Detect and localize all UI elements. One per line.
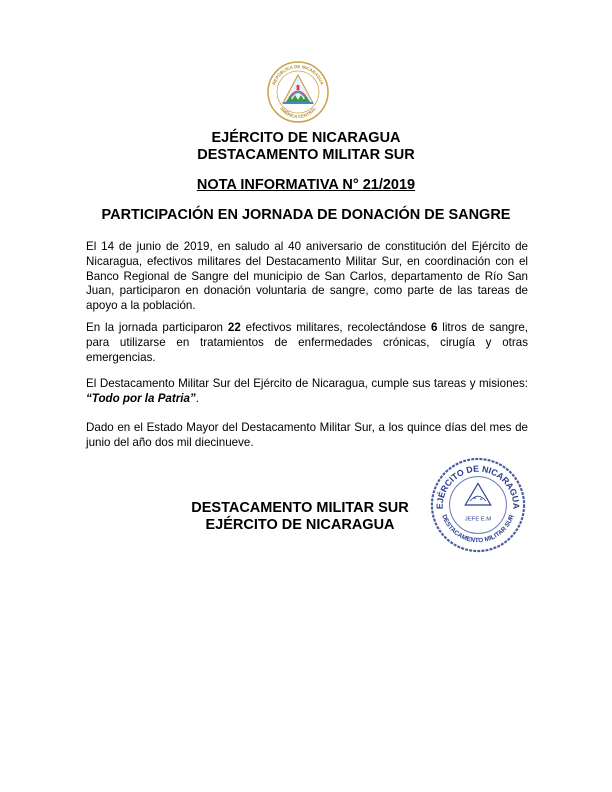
document-header [0, 130, 612, 164]
stamp-text-top: EJÉRCITO DE NICARAGUA [434, 463, 522, 510]
paragraph-3 [86, 377, 528, 407]
signature-block [160, 500, 440, 534]
subject-title: PARTICIPACIÓN EN JORNADA DE DONACIÓN DE SANGRE [101, 207, 511, 223]
header-line-1: EJÉRCITO DE NICARAGUA [211, 130, 401, 146]
emblem-text-top: REPÚBLICA DE NICARAGUA [271, 63, 325, 86]
motto: “Todo por la Patria” [86, 391, 196, 405]
paragraph-2-part-3: litros de sangre, para utilizarse en tratamientos de enfermedades crónicas, cirugía y otras emergencias. [86, 321, 529, 364]
effectives-count: 22 [227, 321, 241, 334]
stamp-center-text: JEFE E.M [464, 516, 492, 523]
paragraph-4: Dado en el Estado Mayor del Destacamento Militar Sur, a los quince días del mes de junio del año dos mil diecinueve. [86, 421, 528, 449]
nota-title: NOTA INFORMATIVA N° 21/2019 [196, 177, 416, 193]
emblem-text-bottom: AMÉRICA CENTRAL [278, 105, 318, 120]
paragraph-2 [86, 321, 528, 365]
stamp-text-bottom: DESTACAMENTO MILITAR SUR [440, 513, 516, 545]
coat-of-arms-icon [266, 60, 330, 124]
paragraph-2-part-1: En la jornada participaron [86, 321, 228, 334]
paragraph-3-part-2: . [195, 391, 199, 405]
paragraph-3-part-1: El Destacamento Militar Sur del Ejército de Nicaragua, cumple sus tareas y misiones: [86, 377, 528, 390]
paragraph-2-part-2: efectivos militares, recolectándose [240, 321, 431, 334]
paragraph-1: El 14 de junio de 2019, en saludo al 40 aniversario de constitución del Ejército de Nicaragua, efectivos militares del Destacamento Militar Sur, en coordinación con el Banco Regional de Sangre del municipio de San Carlos, departamento de Río San Juan, participaron en donación voluntaria de sangre, como parte de las tareas de apoyo a la población. [86, 240, 528, 313]
official-stamp-icon [429, 456, 527, 554]
liters-count: 6 [430, 321, 438, 334]
signature-line-2: EJÉRCITO DE NICARAGUA [205, 517, 395, 533]
header-line-2: DESTACAMENTO MILITAR SUR [197, 147, 415, 163]
signature-line-1: DESTACAMENTO MILITAR SUR [191, 500, 409, 516]
